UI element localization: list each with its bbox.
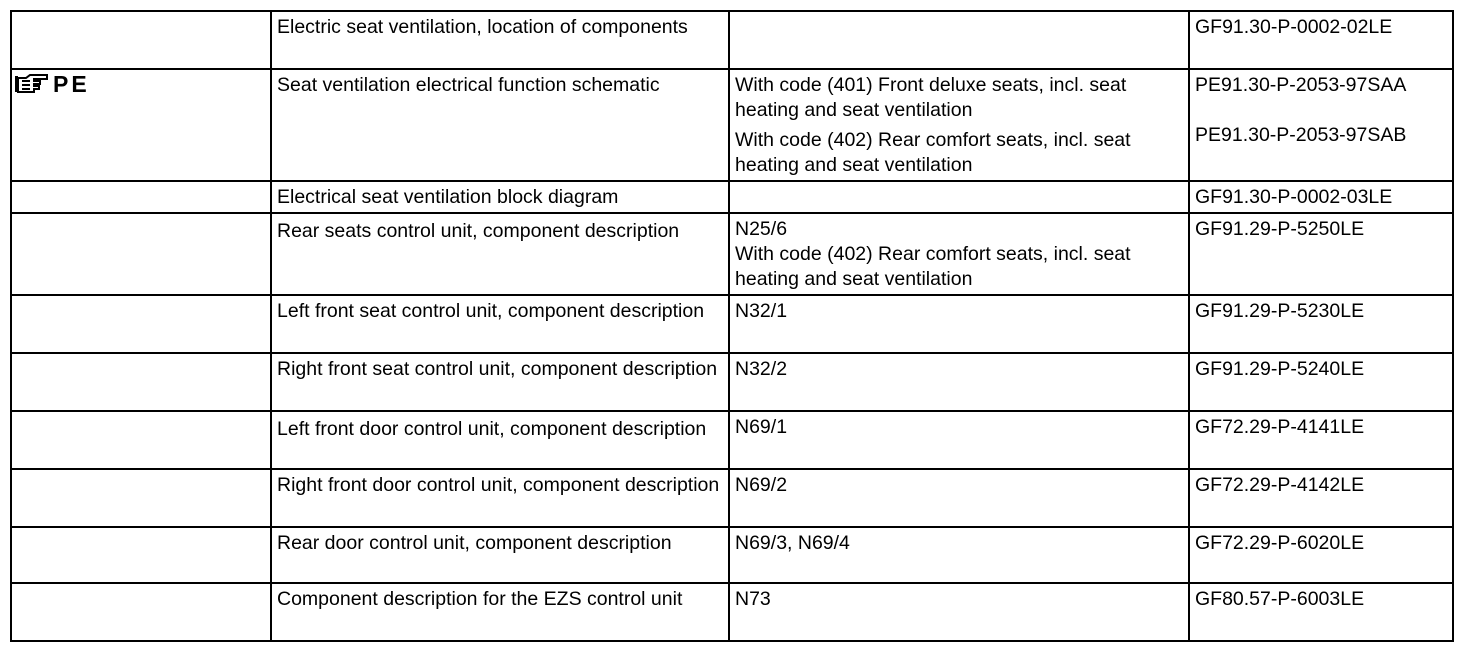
- table-row: [11, 527, 1453, 583]
- condition-cell: [729, 11, 1189, 69]
- condition-cell: With code (401) Front deluxe seats, incl. seat heating and seat ventilation With code (402) Rear comfort seats, incl. seat heating and seat ventilation: [729, 69, 1189, 181]
- condition-cell: N69/3, N69/4: [729, 527, 1189, 583]
- condition-cell: N73: [729, 583, 1189, 641]
- marker-cell: [11, 469, 271, 527]
- table-row: [11, 353, 1453, 411]
- title-cell: Right front seat control unit, component description: [271, 353, 729, 411]
- marker-cell: [11, 213, 271, 295]
- document-link[interactable]: GF91.29-P-5250LE: [1189, 213, 1453, 295]
- title-cell: Left front seat control unit, component description: [271, 295, 729, 353]
- condition-cell: N32/1: [729, 295, 1189, 353]
- table-row: [11, 213, 1453, 295]
- document-link[interactable]: GF91.29-P-5230LE: [1189, 295, 1453, 353]
- table-row: [11, 295, 1453, 353]
- marker-cell: [11, 181, 271, 213]
- table-row: [11, 411, 1453, 469]
- reference-table: [10, 10, 1454, 642]
- title-cell: Seat ventilation electrical function schematic: [271, 69, 729, 181]
- document-link[interactable]: GF72.29-P-6020LE: [1189, 527, 1453, 583]
- condition-cell: [729, 181, 1189, 213]
- document-link[interactable]: GF91.30-P-0002-03LE: [1189, 181, 1453, 213]
- document-link[interactable]: GF91.30-P-0002-02LE: [1189, 11, 1453, 69]
- marker-cell: [11, 353, 271, 411]
- condition-cell: N32/2: [729, 353, 1189, 411]
- marker-cell: [11, 69, 271, 181]
- title-cell: Right front door control unit, component description: [271, 469, 729, 527]
- marker-cell: [11, 11, 271, 69]
- document-link[interactable]: GF72.29-P-4141LE: [1189, 411, 1453, 469]
- table-row: [11, 469, 1453, 527]
- document-link[interactable]: GF91.29-P-5240LE: [1189, 353, 1453, 411]
- document-link[interactable]: GF80.57-P-6003LE: [1189, 583, 1453, 641]
- document-link[interactable]: GF72.29-P-4142LE: [1189, 469, 1453, 527]
- document-link[interactable]: PE91.30-P-2053-97SAA PE91.30-P-2053-97SAB: [1189, 69, 1453, 181]
- table-row: [11, 11, 1453, 69]
- title-cell: Left front door control unit, component description: [271, 411, 729, 469]
- table-row: [11, 181, 1453, 213]
- marker-cell: [11, 411, 271, 469]
- table-row: [11, 69, 1453, 181]
- title-cell: Component description for the EZS control unit: [271, 583, 729, 641]
- title-cell: Electrical seat ventilation block diagram: [271, 181, 729, 213]
- title-cell: Electric seat ventilation, location of components: [271, 11, 729, 69]
- pe-label: PE: [53, 70, 90, 97]
- marker-cell: [11, 527, 271, 583]
- pe-marker: [12, 70, 270, 98]
- condition-cell: N69/2: [729, 469, 1189, 527]
- title-cell: Rear seats control unit, component description: [271, 213, 729, 295]
- marker-cell: [11, 583, 271, 641]
- condition-cell: N25/6 With code (402) Rear comfort seats, incl. seat heating and seat ventilation: [729, 213, 1189, 295]
- marker-cell: [11, 295, 271, 353]
- pointing-hand-icon: [14, 73, 50, 95]
- title-cell: Rear door control unit, component description: [271, 527, 729, 583]
- condition-cell: N69/1: [729, 411, 1189, 469]
- table-row: [11, 583, 1453, 641]
